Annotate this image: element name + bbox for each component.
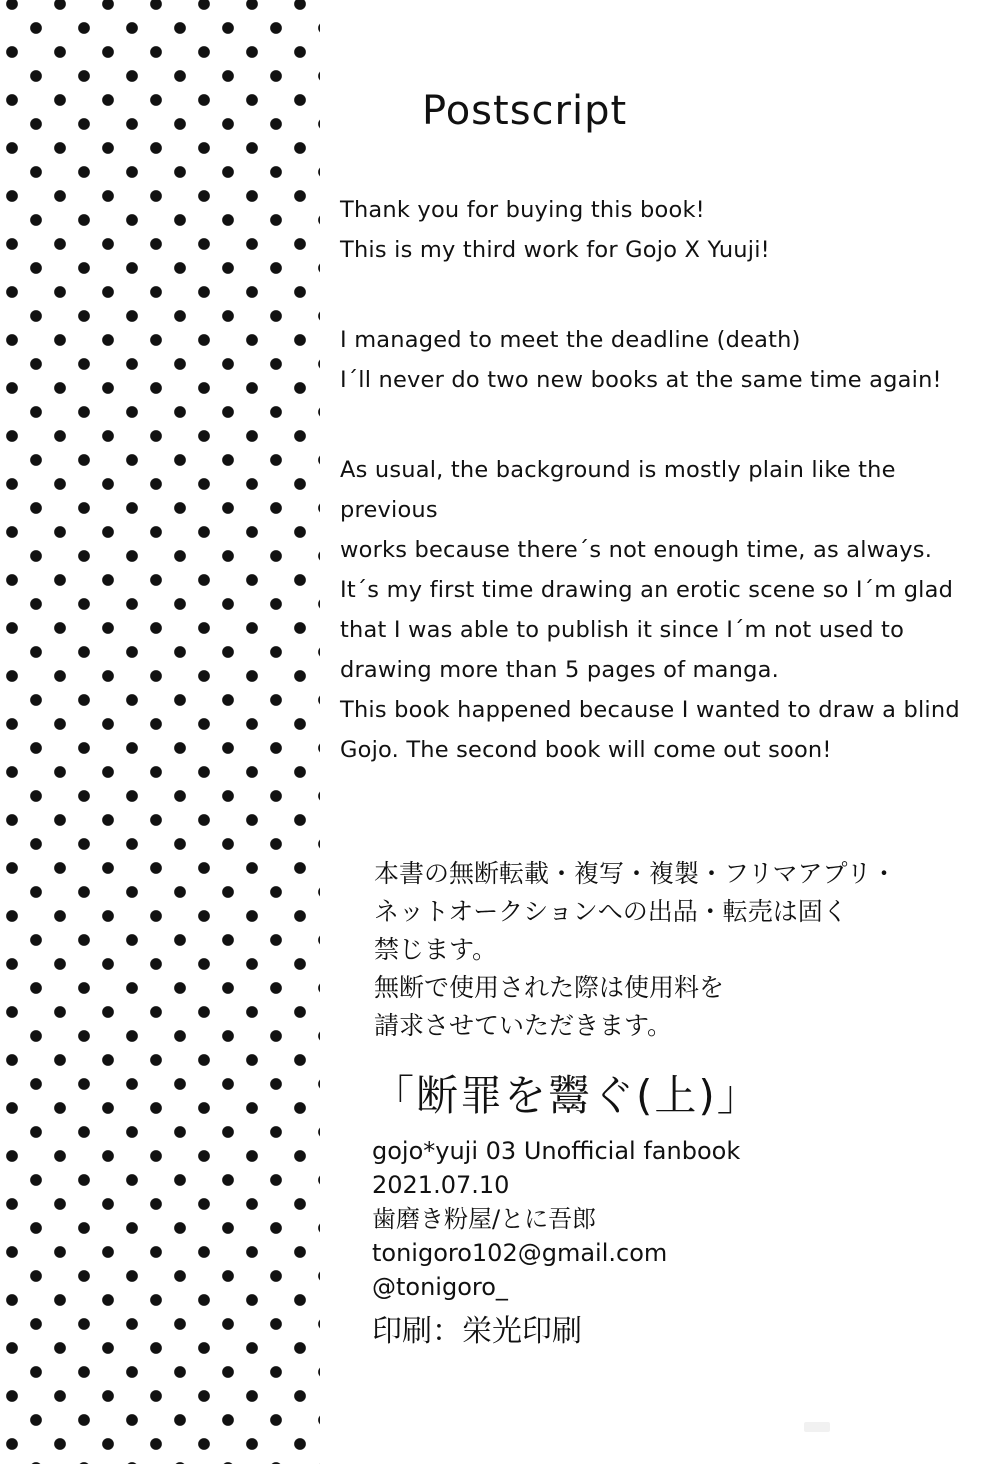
text-line: I´ll never do two new books at the same time again! bbox=[340, 367, 942, 393]
text-line: 本書の無断転載・複写・複製・フリマアプリ・ bbox=[374, 859, 897, 888]
text-line: This book happened because I wanted to draw a blind bbox=[340, 697, 960, 723]
colophon bbox=[372, 1068, 972, 1354]
text-line: As usual, the background is mostly plain like the previous bbox=[340, 457, 896, 523]
text-line: 禁じます。 bbox=[374, 935, 498, 964]
colophon-series: gojo*yuji 03 Unofficial fanbook bbox=[372, 1137, 741, 1165]
paragraph-background bbox=[340, 450, 960, 770]
paragraph-copyright-notice bbox=[374, 855, 974, 1045]
colophon-email: tonigoro102@gmail.com bbox=[372, 1239, 668, 1267]
paragraph-thanks bbox=[340, 190, 960, 270]
text-line: that I was able to publish it since I´m not used to bbox=[340, 617, 905, 643]
colophon-circle: 歯磨き粉屋/とに吾郎 bbox=[372, 1205, 597, 1233]
colophon-printer: 印刷：栄光印刷 bbox=[372, 1314, 582, 1349]
text-line: ネットオークションへの出品・転売は固く bbox=[374, 897, 848, 926]
page-title: Postscript bbox=[422, 88, 628, 134]
text-line: This is my third work for Gojo X Yuuji! bbox=[340, 237, 770, 263]
text-column bbox=[340, 0, 980, 1464]
text-line: drawing more than 5 pages of manga. bbox=[340, 657, 779, 683]
paper-smudge bbox=[804, 1422, 830, 1432]
colophon-twitter-handle: @tonigoro_ bbox=[372, 1273, 508, 1301]
text-line: I managed to meet the deadline (death) bbox=[340, 327, 801, 353]
text-line: Gojo. The second book will come out soon! bbox=[340, 737, 832, 763]
text-line: It´s my first time drawing an erotic scene so I´m glad bbox=[340, 577, 954, 603]
text-line: works because there´s not enough time, as always. bbox=[340, 537, 933, 563]
colophon-date: 2021.07.10 bbox=[372, 1171, 510, 1199]
polka-dot-decoration bbox=[0, 0, 320, 1464]
text-line: Thank you for buying this book! bbox=[340, 197, 705, 223]
colophon-book-title: 「断罪を鬻ぐ(上)」 bbox=[372, 1071, 761, 1120]
text-line: 請求させていただきます。 bbox=[374, 1011, 673, 1040]
paragraph-deadline bbox=[340, 320, 960, 400]
text-line: 無断で使用された際は使用料を bbox=[374, 973, 725, 1002]
